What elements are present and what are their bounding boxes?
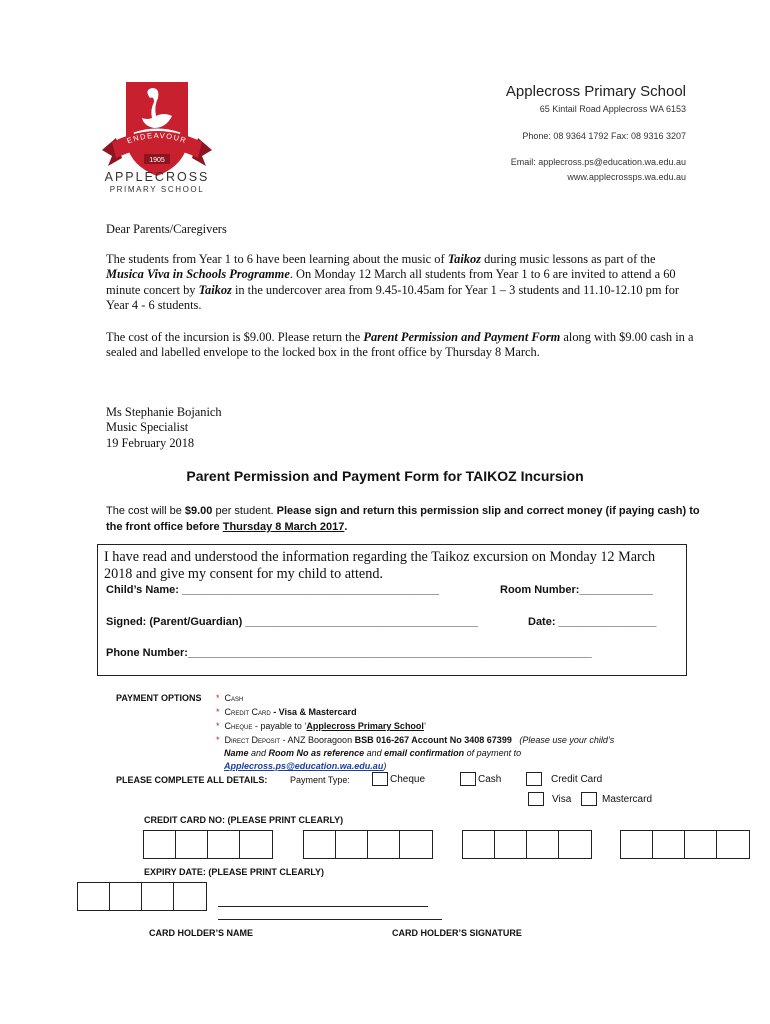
school-email[interactable]: Email: applecross.ps@education.wa.edu.au — [510, 157, 686, 167]
consent-statement: I have read and understood the information regarding the Taikoz excursion on Monday 12 March 2018 and give my consent for my child to attend. — [104, 549, 656, 582]
phone-number-field[interactable]: Phone Number:__________________________________________________________________ — [106, 647, 592, 659]
card-digit-cell[interactable] — [240, 831, 272, 858]
card-digit-cell[interactable] — [208, 831, 240, 858]
payment-type-cheque-label: Cheque — [390, 774, 426, 785]
logo-school-subtitle: PRIMARY SCHOOL — [109, 185, 205, 194]
direct-deposit-instructions: Name and Room No as reference and email confirmation of payment to — [224, 748, 522, 758]
expiry-digit-cell[interactable] — [78, 883, 110, 910]
card-digit-cell[interactable] — [685, 831, 717, 858]
card-digit-cell[interactable] — [495, 831, 527, 858]
school-address: 65 Kintail Road Applecross WA 6153 — [539, 104, 686, 114]
expiry-digit-cell[interactable] — [142, 883, 174, 910]
school-phone-fax: Phone: 08 9364 1792 Fax: 08 9316 3207 — [522, 131, 686, 141]
card-digit-cell[interactable] — [559, 831, 591, 858]
letter-signature-block — [106, 405, 696, 451]
expiry-digit-cell[interactable] — [110, 883, 142, 910]
card-holder-name-line[interactable] — [218, 906, 428, 907]
letter-paragraph-1: The students from Year 1 to 6 have been learning about the music of Taikoz during music lessons as part of the Musica Viva in Schools Programme. On Monday 12 March all students from Year 1 to 6 are invited to attend a 60 minute concert by Taikoz in the undercover area from 9.45-10.45am for Year 1 – 3 students and 11.10-12.10 pm for Year 4 - 6 students. — [106, 252, 680, 313]
card-digit-cell[interactable] — [717, 831, 749, 858]
signature-date: 19 February 2018 — [106, 435, 195, 450]
cost-note: The cost will be $9.00 per student. Please sign and return this permission slip and correct money (if paying cash) to the front office before Thursday 8 March 2017. — [106, 505, 700, 533]
payment-type-credit-card-label: Credit Card — [551, 774, 603, 785]
card-digit-cell[interactable] — [400, 831, 432, 858]
logo-year: 1905 — [149, 157, 165, 164]
form-title: Parent Permission and Payment Form for TAIKOZ Incursion — [186, 468, 584, 484]
card-holder-signature-label: CARD HOLDER’S SIGNATURE — [392, 928, 522, 938]
card-digit-cell[interactable] — [621, 831, 653, 858]
letter-greeting: Dear Parents/Caregivers — [106, 222, 227, 236]
expiry-date-label: EXPIRY DATE: (PLEASE PRINT CLEARLY) — [144, 867, 325, 877]
card-number-group-1 — [143, 830, 273, 859]
direct-deposit-email: Applecross.ps@education.wa.edu.au) — [224, 761, 387, 771]
card-digit-cell[interactable] — [527, 831, 559, 858]
room-number-field[interactable]: Room Number:____________ — [500, 584, 653, 596]
card-type-visa-checkbox[interactable] — [528, 792, 544, 806]
school-website[interactable]: www.applecrossps.wa.edu.au — [567, 172, 686, 182]
card-type-visa-label: Visa — [552, 794, 572, 805]
card-digit-cell[interactable] — [176, 831, 208, 858]
payment-type-credit-card-checkbox[interactable] — [526, 772, 542, 786]
deposit-email-link[interactable]: Applecross.ps@education.wa.edu.au — [224, 761, 384, 771]
payment-type-cash-checkbox[interactable] — [460, 772, 476, 786]
complete-details-label: PLEASE COMPLETE ALL DETAILS: — [116, 775, 268, 785]
payment-type-cheque-checkbox[interactable] — [372, 772, 388, 786]
payment-type-label: Payment Type: — [290, 775, 350, 785]
expiry-digit-cell[interactable] — [174, 883, 206, 910]
card-digit-cell[interactable] — [463, 831, 495, 858]
payment-type-cash-label: Cash — [478, 774, 502, 785]
payment-option-cash: * Cash — [216, 693, 244, 703]
expiry-date-group — [77, 882, 207, 911]
payment-option-direct-deposit: * Direct Deposit - ANZ Booragoon BSB 016-267 Account No 3408 67399 (Please use your child’s — [216, 735, 615, 745]
date-field[interactable]: Date: ________________ — [528, 616, 657, 628]
card-digit-cell[interactable] — [336, 831, 368, 858]
consent-box — [97, 544, 687, 676]
letter-paragraph-2: The cost of the incursion is $9.00. Please return the Parent Permission and Payment Form along with $9.00 cash in a sealed and labelled envelope to the locked box in the front office by Thursday 8 March. — [106, 330, 694, 360]
child-name-field[interactable]: Child’s Name: __________________________________________ — [106, 584, 439, 596]
payment-option-cheque: * Cheque - payable to ‘Applecross Primary School’ — [216, 721, 426, 731]
card-digit-cell[interactable] — [304, 831, 336, 858]
card-number-group-2 — [303, 830, 433, 859]
card-digit-cell[interactable] — [144, 831, 176, 858]
card-type-mastercard-label: Mastercard — [602, 794, 653, 805]
payment-options-title: PAYMENT OPTIONS — [116, 693, 202, 703]
card-type-mastercard-checkbox[interactable] — [581, 792, 597, 806]
signature-name: Ms Stephanie Bojanich — [106, 405, 222, 419]
payment-option-credit-card: * Credit Card - Visa & Mastercard — [216, 707, 357, 717]
card-holder-signature-line[interactable] — [218, 919, 442, 920]
logo-school-name: APPLECROSS — [104, 170, 210, 184]
card-number-group-3 — [462, 830, 592, 859]
card-digit-cell[interactable] — [653, 831, 685, 858]
parent-signature-field[interactable]: Signed: (Parent/Guardian) ______________________________________ — [106, 616, 478, 628]
card-digit-cell[interactable] — [368, 831, 400, 858]
credit-card-number-label: CREDIT CARD NO: (PLEASE PRINT CLEARLY) — [144, 815, 344, 825]
logo-banner-text: ENDEAVOUR — [125, 130, 189, 146]
card-number-group-4 — [620, 830, 750, 859]
signature-role: Music Specialist — [106, 420, 189, 435]
school-name: Applecross Primary School — [505, 83, 686, 100]
card-holder-name-label: CARD HOLDER’S NAME — [149, 928, 254, 938]
